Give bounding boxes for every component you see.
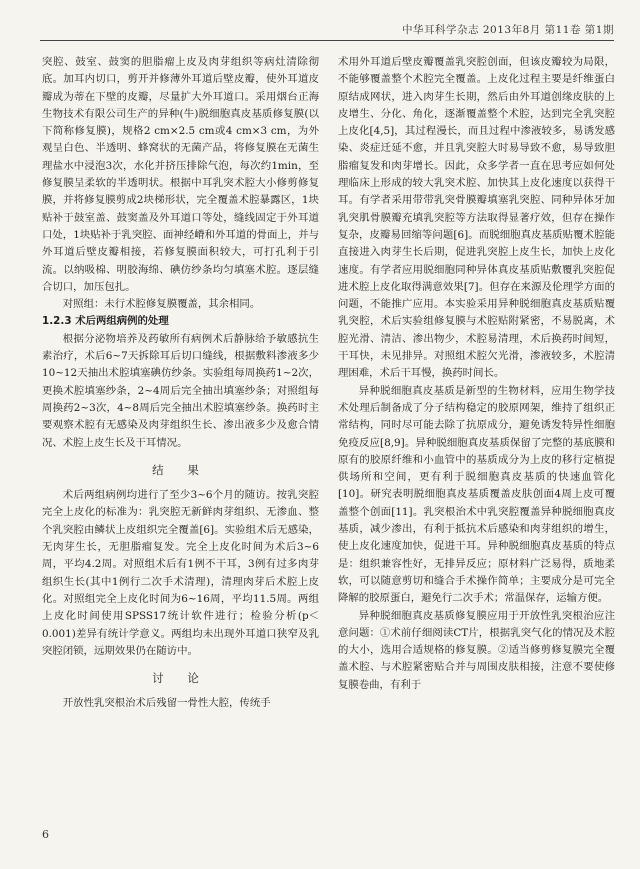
paragraph-material-properties: 异种脱细胞真皮基质是新型的生物材料，应用生物学技术处理后制备成了分子结构稳定的胶原网架，维持了组织正常结构，同时尽可能去除了抗原成分，避免诱发特异性细胞免疫反应[8,9]。异种脱细胞真皮基质保留了完整的基底膜和原有的胶原纤维和小血管中的基质成分为上皮的移行定植提供场所和空间，更有利于脱细胞真皮基质的快速血管化[10]。研究表明脱细胞真皮基质覆盖皮肤创面4周上皮可覆盖整个创面[11]。乳突根治术中乳突腔覆盖异种脱细胞真皮基质，减少渗出，有利于抵抗术后感染和肉芽组织的增生，使上皮化速度加快，促进干耳。异种脱细胞真皮基质的特点是：组织兼容性好，无排异反应；原材料广泛易得，质地柔软，可以随意剪切和缝合手术操作简单；主要成分是可完全降解的胶原蛋白，避免行二次手术；常温保存，运输方便。 xyxy=(338,384,615,605)
left-column xyxy=(42,54,319,713)
paragraph-precautions: 异种脱细胞真皮基质修复膜应用于开放性乳突根治应注意问题：①术前仔细阅读CT片，根据乳突气化的情况及术腔的大小，选用合适规格的修复膜。②适当修剪修复膜完全覆盖术腔、与术腔紧密贴合并与周围皮肤相接，注意不要使修复膜卷曲，有利于 xyxy=(338,609,615,691)
page-number: 6 xyxy=(42,828,49,841)
paragraph-discussion-start: 开放性乳突根治术后残留一骨性大腔，传统手 xyxy=(62,697,271,710)
right-column xyxy=(338,54,615,694)
paragraph-control-group: 对照组：未行术腔修复膜覆盖，其余相同。 xyxy=(62,298,261,311)
paragraph-postop-management: 根据分泌物培养及药敏所有病例术后静脉给予敏感抗生素治疗，术后6~7天拆除耳后切口缝线，根据敷料渗液多少10~12天抽出术腔填塞碘仿纱条。实验组每周换药1~2次，更换术腔填塞纱条，2~4周后完全抽出填塞纱条；对照组每周换药2~3次，4~8周后完全抽出术腔填塞纱条。换药时主要观察术腔有无感染及肉芽组织生长、渗出液多少及愈合情况、术腔上皮生长及干耳情况。 xyxy=(42,332,319,449)
header-divider xyxy=(40,40,614,41)
running-header: 中华耳科学杂志 2013年8月 第11卷 第1期 xyxy=(402,24,614,36)
paragraph-methods-continued: 突腔、鼓室、鼓窦的胆脂瘤上皮及肉芽组织等病灶清除彻底。加耳内切口，剪开并修薄外耳道后壁皮瓣，使外耳道皮瓣成为蒂在下壁的皮瓣，尽量扩大外耳道口。采用烟台正海生物技术有限公司生产的异种(牛)脱细胞真皮基质修复膜(以下简称修复膜)，规格2 cm×2.5 cm或4 cm×3 cm，为外观呈白色、半透明、蜂窝状的无菌产品，将修复膜在无菌生理盐水中浸泡3次，水化并挤压排除气泡，每次约1min，至修复膜呈柔软的半透明状。根据中耳乳突术腔大小修剪修复膜，并将修复膜剪成2块梯形状，完全覆盖术腔暴露区，1块贴补于鼓室盖、鼓窦盖及外耳道口等处，缝线固定于外耳道口处，1块贴补于乳突腔、面神经嵴和外耳道的骨面上，并与外耳道后壁皮瓣相接，若修复膜面积较大，可打孔利于引流。以纳吸棉、明胶海绵、碘仿纱条均匀填塞术腔。逐层缝合切口，加压包扎。 xyxy=(42,56,319,293)
paragraph-discussion-continued: 术用外耳道后壁皮瓣覆盖乳突腔创面，但该皮瓣较为局限，不能够覆盖整个术腔完全覆盖。上皮化过程主要是纤维蛋白原结成网状，进入肉芽生长期，然后由外耳道创缘皮肤的上皮增生、分化、角化，逐渐覆盖整个术腔，达到完全乳突腔上皮化[4,5]，其过程漫长，而且过程中渗液较多，易诱发感染、炎症迁延不愈，并且乳突腔大时易导致不愈，易导致胆脂瘤复发和肉芽增长。因此，众多学者一直在思考应如何处理临床上形成的较大乳突术腔、加快其上皮化速度以获得干耳。有学者采用带带乳突骨膜瓣填塞乳突腔、同种异体牙加乳突肌骨膜瓣充填乳突腔等方法取得显著疗效，但存在操作复杂，皮瓣易回缩等问题[6]。而脱细胞真皮基质贴覆术腔能直接进入肉芽生长后期，促进乳突腔上皮生长，加快上皮化速度。有学者应用脱细胞同种异体真皮基质贴敷覆乳突腔促进术腔上皮化取得满意效果[7]。但存在来源及伦理学方面的问题，不能推广应用。本实验采用异种脱细胞真皮基质贴覆乳突腔，术后实验组修复膜与术腔贴附紧密，不易脱离，术腔光滑、清洁、渗出物少，术腔易清理，术后换药时间短，干耳快，未见排异。对照组术腔欠光滑，渗液较多，术腔清理困难，术后干耳慢，换药时间长。 xyxy=(338,56,615,380)
subsection-heading: 1.2.3 术后两组病例的处理 xyxy=(42,315,169,328)
paragraph-results: 术后两组病例均进行了至少3~6个月的随访。按乳突腔完全上皮化的标准为：乳突腔无新鲜肉芽组织、无渗血、整个乳突腔由鳞状上皮组织完全覆盖[6]。实验组术后无感染，无肉芽生长，无胆脂瘤复发。完全上皮化时间为术后3~6周，平均4.2周。对照组术后有1例不干耳，3例有过多肉芽组织生长(其中1例行二次手术清理)，清理肉芽后术腔上皮化。对照组完全上皮化时间为6~16周，平均11.5周。两组上皮化时间使用SPSS17统计软件进行；检验分析(p＜0.001)差异有统计学意义。两组均未出现外耳道口狭窄及乳突腔闭锁，远期效果仍在随访中。 xyxy=(42,489,319,657)
results-heading: 结 果 xyxy=(152,462,209,477)
discussion-heading: 讨 论 xyxy=(152,671,209,686)
